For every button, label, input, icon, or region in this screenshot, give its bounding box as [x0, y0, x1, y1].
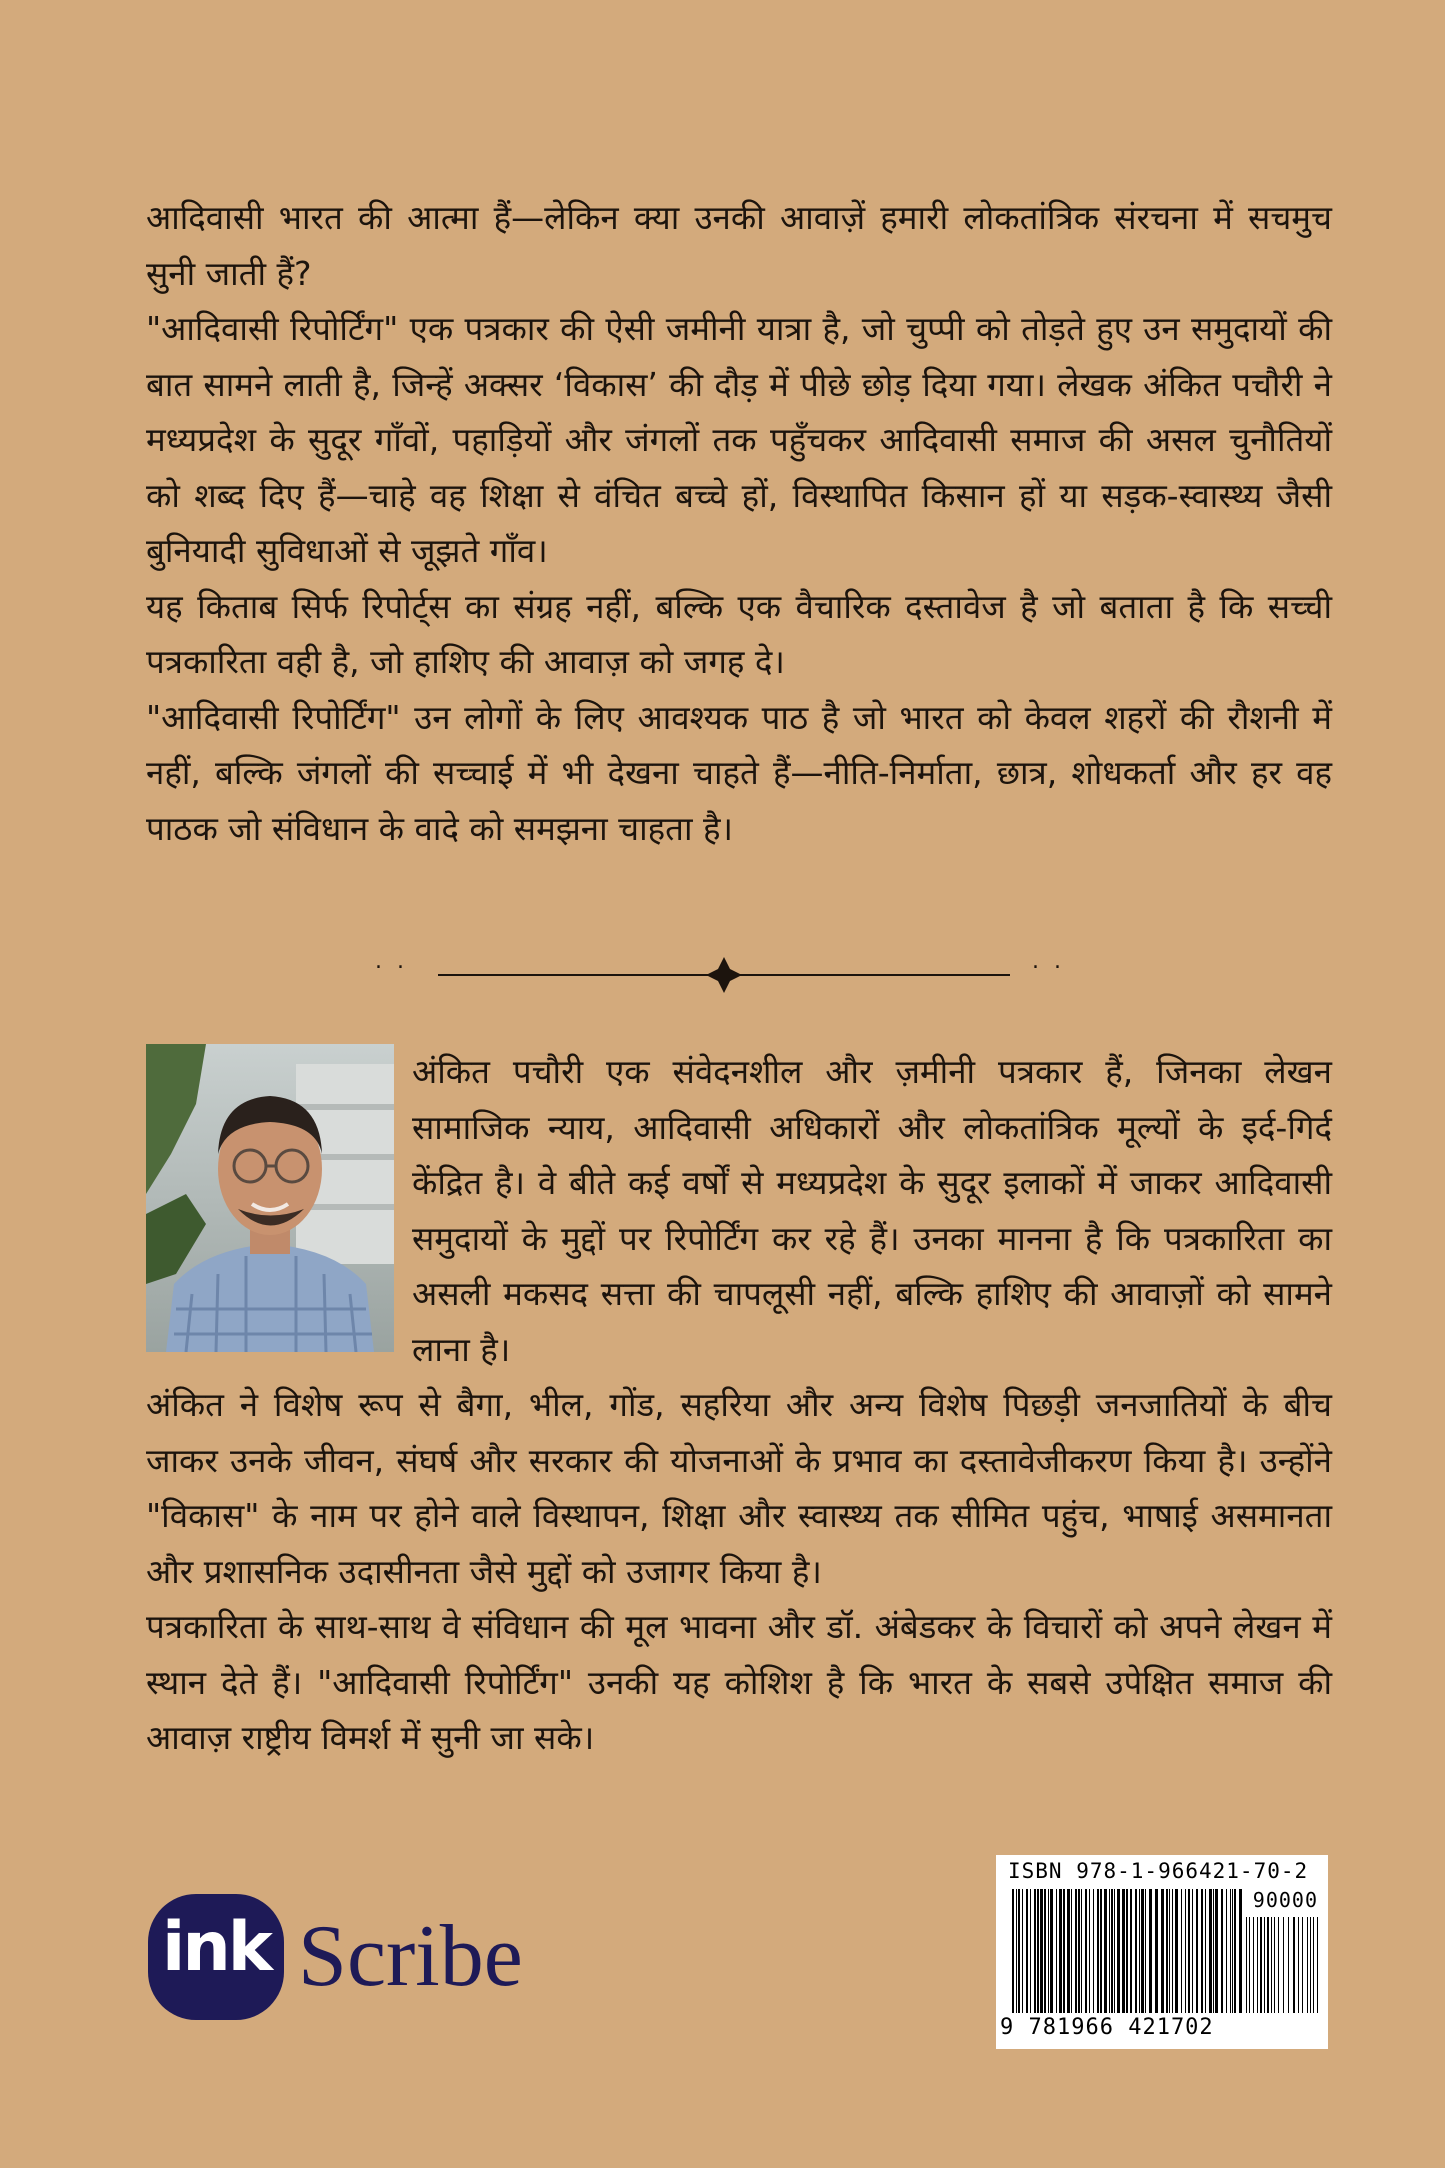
divider-dots-left: . .: [375, 949, 408, 974]
publisher-logo: [148, 1894, 558, 2024]
barcode-bar: [1016, 1889, 1017, 2013]
barcode-addon-bar: [1271, 1917, 1272, 2013]
barcode-addon-bar: [1253, 1917, 1254, 2013]
barcode-addon-bar: [1307, 1917, 1308, 2013]
barcode-bar: [1196, 1889, 1198, 2013]
barcode-bar: [1181, 1889, 1182, 2013]
barcode-bar: [1081, 1889, 1082, 2013]
barcode-addon-bar: [1274, 1917, 1275, 2013]
barcode-bar: [1239, 1889, 1242, 2013]
barcode-addon-bar: [1246, 1917, 1247, 2013]
isbn-label: ISBN 978-1-966421-70-2: [1008, 1859, 1309, 1883]
barcode-bar: [1044, 1889, 1046, 2013]
barcode-bar: [1201, 1889, 1203, 2013]
barcode-bar: [1089, 1889, 1090, 2013]
barcode-bar: [1093, 1889, 1094, 2013]
barcode-bar: [1067, 1889, 1070, 2013]
ornamental-divider: [370, 949, 1075, 995]
author-bio-section: [146, 1044, 1332, 1766]
isbn-barcode-block: [996, 1855, 1328, 2049]
barcode-bar: [1188, 1889, 1190, 2013]
barcode-bar: [1018, 1889, 1020, 2013]
barcode-bar: [1012, 1889, 1014, 2013]
barcode-addon-bar: [1283, 1917, 1284, 2013]
bio-paragraph: अंकित पचौरी एक संवेदनशील और ज़मीनी पत्रकार हैं, जिनका लेखन सामाजिक न्याय, आदिवासी अधिकारों और लोकतांत्रिक मूल्यों के इर्द-गिर्द केंद्रित है। वे बीते कई वर्षों से मध्यप्रदेश के सुदूर इलाकों में जाकर आदिवासी समुदायों के मुद्दों पर रिपोर्टिंग कर रहे हैं। उनका मानना है कि पत्रकारिता का असली मकसद सत्ता की चापलूसी नहीं, बल्कि हाशिए की आवाज़ों को सामने लाना है।: [412, 1052, 1332, 1369]
logo-badge: [148, 1894, 284, 2020]
blurb-paragraph: "आदिवासी रिपोर्टिंग" एक पत्रकार की ऐसी जमीनी यात्रा है, जो चुप्पी को तोड़ते हुए उन समुदायों की बात सामने लाती है, जिन्हें अक्सर ‘विकास’ की दौड़ में पीछे छोड़ दिया गया। लेखक अंकित पचौरी ने मध्यप्रदेश के सुदूर गाँवों, पहाड़ियों और जंगलों तक पहुँचकर आदिवासी समाज की असल चुनौतियों को शब्द दिए हैं—चाहे वह शिक्षा से वंचित बच्चे हों, विस्थापित किसान हों या सड़क-स्वास्थ्य जैसी बुनियादी सुविधाओं से जूझते गाँव।: [146, 309, 1332, 570]
barcode-bar: [1114, 1889, 1115, 2013]
blurb-paragraph: आदिवासी भारत की आत्मा हैं—लेकिन क्या उनकी आवाज़ें हमारी लोकतांत्रिक संरचना में सचमुच सुनी जाती हैं?: [146, 198, 1332, 293]
barcode-bar: [1117, 1889, 1120, 2013]
barcode-bar: [1034, 1889, 1036, 2013]
barcode-bar: [1130, 1889, 1132, 2013]
barcode-addon-bar: [1302, 1917, 1303, 2013]
barcode-bar: [1111, 1889, 1113, 2013]
barcode-bar: [1175, 1889, 1178, 2013]
blurb-section: [146, 190, 1332, 856]
barcode-bar: [1100, 1889, 1102, 2013]
barcode-bar: [1169, 1889, 1170, 2013]
barcode-bar: [1026, 1889, 1028, 2013]
barcode-bar: [1205, 1889, 1206, 2013]
bio-paragraph: पत्रकारिता के साथ-साथ वे संविधान की मूल भावना और डॉ. अंबेडकर के विचारों को अपने लेखन में स्थान देते हैं। "आदिवासी रिपोर्टिंग" उनकी यह कोशिश है कि भारत के सबसे उपेक्षित समाज की आवाज़ राष्ट्रीय विमर्श में सुनी जा सके।: [146, 1607, 1332, 1757]
isbn-price-addon: 90000: [1252, 1888, 1318, 1912]
barcode-addon-bar: [1317, 1917, 1318, 2013]
divider-dots-right: . .: [1032, 949, 1065, 974]
logo-scribe-text: Scribe: [298, 1908, 523, 2005]
barcode-bar: [1078, 1889, 1080, 2013]
barcode-bar: [1037, 1889, 1039, 2013]
barcode-bar: [1056, 1889, 1057, 2013]
barcode-bar: [1226, 1889, 1227, 2013]
barcode-addon-bar: [1264, 1917, 1265, 2013]
bio-paragraph: अंकित ने विशेष रूप से बैगा, भील, गोंड, सहरिया और अन्य विशेष पिछड़ी जनजातियों के बीच जाकर उनके जीवन, संघर्ष और सरकार की योजनाओं के प्रभाव का दस्तावेजीकरण किया है। उन्होंने "विकास" के नाम पर होने वाले विस्थापन, शिक्षा और स्वास्थ्य तक सीमित पहुंच, भाषाई असमानता और प्रशासनिक उदासीनता जैसे मुद्दों को उजागर किया है।: [146, 1385, 1332, 1591]
author-photo: [146, 1044, 394, 1352]
barcode-bar: [1097, 1889, 1099, 2013]
barcode-bar: [1166, 1889, 1168, 2013]
barcode-bar: [1022, 1889, 1023, 2013]
barcode-bar: [1030, 1889, 1031, 2013]
barcode-bar: [1213, 1889, 1214, 2013]
barcode-bar: [1040, 1889, 1043, 2013]
barcode-bar: [1145, 1889, 1146, 2013]
barcode-bar: [1063, 1889, 1065, 2013]
barcode-bar: [1230, 1889, 1231, 2013]
barcode-bar: [1234, 1889, 1236, 2013]
barcode-bar: [1172, 1889, 1173, 2013]
barcode-addon-bar: [1298, 1917, 1299, 2013]
logo-ink-text: ink: [162, 1908, 270, 1987]
barcode-bar: [1192, 1889, 1193, 2013]
isbn-ean-digits: 9 781966 421702: [1000, 2015, 1214, 2040]
barcode-bar: [1185, 1889, 1186, 2013]
barcode-bar: [1104, 1889, 1107, 2013]
barcode-bar: [1048, 1889, 1049, 2013]
barcode-bar: [1050, 1889, 1053, 2013]
barcode-addon-bar: [1278, 1917, 1279, 2013]
barcode-addon-bar: [1288, 1917, 1289, 2013]
barcode-bar: [1155, 1889, 1158, 2013]
barcode-bar: [1059, 1889, 1062, 2013]
barcode-bar: [1221, 1889, 1223, 2013]
blurb-paragraph: यह किताब सिर्फ रिपोर्ट्स का संग्रह नहीं, बल्कि एक वैचारिक दस्तावेज है जो बताता है कि सच्ची पत्रकारिता वही है, जो हाशिए की आवाज़ को जगह दे।: [146, 586, 1332, 681]
barcode-bar: [1139, 1889, 1140, 2013]
barcode-addon-bar: [1249, 1917, 1250, 2013]
barcode-addon-bar: [1260, 1917, 1262, 2013]
barcode-bar: [1209, 1889, 1212, 2013]
barcode-addon-bar: [1310, 1917, 1311, 2013]
barcode-bar: [1149, 1889, 1152, 2013]
barcode-bar: [1071, 1889, 1072, 2013]
barcode-bar: [1075, 1889, 1077, 2013]
barcode-addon-bar: [1313, 1917, 1314, 2013]
barcode-addon-bar: [1267, 1917, 1269, 2013]
barcode-bar: [1135, 1889, 1137, 2013]
barcode-addon-bar: [1257, 1917, 1258, 2013]
barcode-bar: [1215, 1889, 1218, 2013]
barcode-bar: [1161, 1889, 1164, 2013]
blurb-paragraph: "आदिवासी रिपोर्टिंग" उन लोगों के लिए आवश्यक पाठ है जो भारत को केवल शहरों की रौशनी में नहीं, बल्कि जंगलों की सच्चाई में भी देखना चाहते हैं—नीति-निर्माता, छात्र, शोधकर्ता और हर वह पाठक जो संविधान के वादे को समझना चाहता है।: [146, 697, 1332, 848]
barcode-bar: [1232, 1889, 1233, 2013]
barcode-bar: [1126, 1889, 1128, 2013]
barcode-bar: [1141, 1889, 1144, 2013]
barcode-bar: [1122, 1889, 1125, 2013]
barcode-bar: [1109, 1889, 1110, 2013]
divider-line-icon: [370, 955, 1075, 995]
barcode-addon-bar: [1293, 1917, 1295, 2013]
barcode-bar: [1085, 1889, 1087, 2013]
